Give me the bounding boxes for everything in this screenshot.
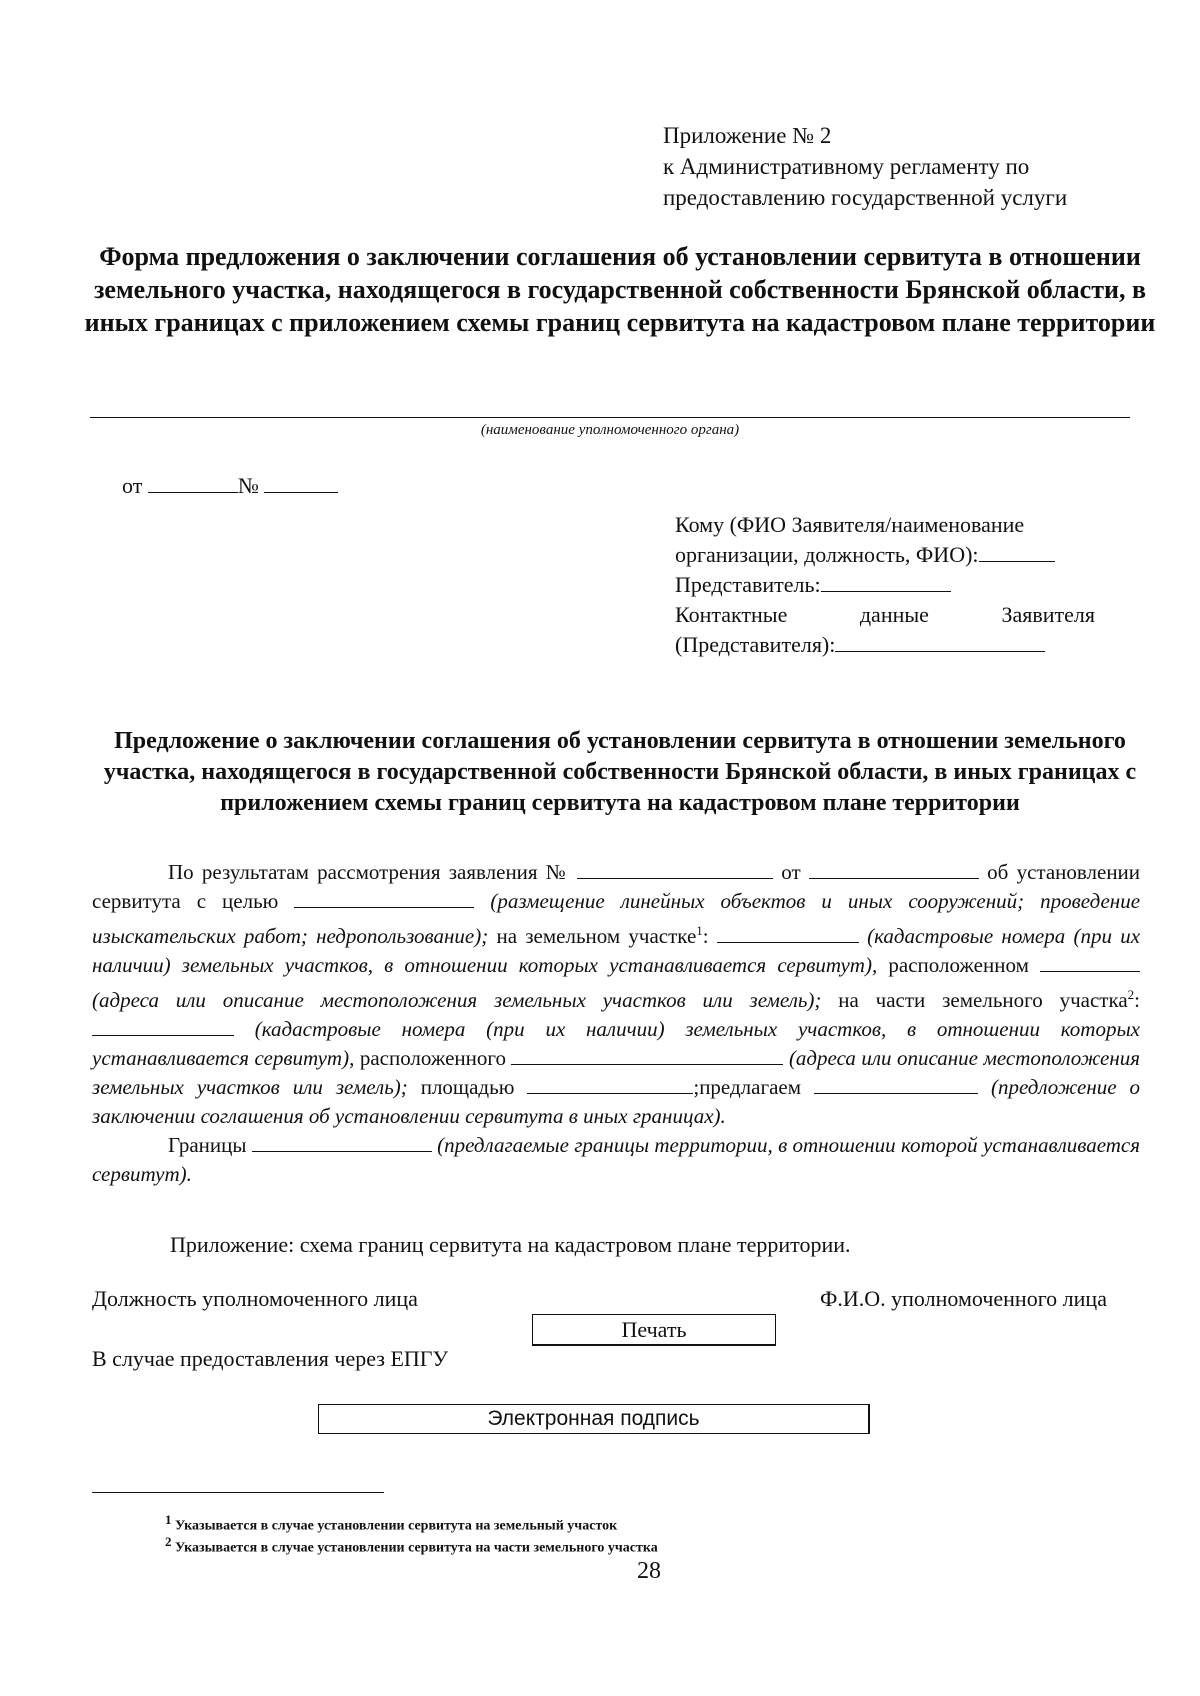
area-field[interactable]: [527, 1075, 693, 1094]
footnote-2: $^2$ Указывается в случае установлении сервитута на части земельного участка: [165, 1534, 658, 1556]
recipient-line-2: организации, должность, ФИО):: [675, 540, 1095, 570]
application-date-field[interactable]: [809, 860, 979, 879]
purpose-field[interactable]: [294, 889, 474, 908]
annex-line-3: предоставлению государственной услуги: [663, 185, 1068, 210]
recipient-line-1: Кому (ФИО Заявителя/наименование: [675, 512, 1025, 537]
annex-line-2: к Административному регламенту по: [663, 154, 1030, 179]
print-button[interactable]: Печать: [532, 1314, 776, 1346]
proposal-field[interactable]: [814, 1075, 978, 1094]
proposal-paragraph-1: По результатам рассмотрения заявления № от об установлении сервитута с целью (размещение линейных объектов и иных сооружений; проведение изыскательских работ; недропользование); на земельном участке$^1$: (кадастровые номера (при их наличии) земельных участков, в отношении которых устанавливается сервитут), расположенном (адреса или описание местоположения земельных участков или земель); на части земельного участка$^2$: (кадастровые номера (при их наличии) земельных участков, в отношении которых устанавливается сервитут), расположенного (адреса или описание местоположения земельных участков или земель); площадью ;предлагаем (предложение о заключении соглашения об установлении сервитута в иных границах).: [92, 860, 1141, 1128]
page-number: 28: [637, 1558, 661, 1584]
attachment-note: Приложение: схема границ сервитута на кадастровом плане территории.: [170, 1232, 851, 1257]
part-location-field[interactable]: [511, 1046, 783, 1065]
footnote-1: $^1$ Указывается в случае установлении сервитута на земельный участок: [165, 1512, 618, 1534]
annex-header: [663, 120, 1143, 213]
annex-line-1: Приложение № 2: [663, 123, 832, 148]
form-title: Форма предложения о заключении соглашения об установлении сервитута в отношении земельного участка, находящегося в государственной собственности Брянской области, в иных границах с приложением схемы границ сервитута на кадастровом плане территории: [84, 242, 1156, 337]
proposal-paragraph-2: Границы (предлагаемые границы территории, в отношении которой устанавливается сервитут).: [92, 1133, 1141, 1186]
number-label: №: [237, 473, 259, 498]
date-number-line: [122, 473, 338, 499]
date-field[interactable]: [148, 474, 238, 493]
authority-caption: (наименование уполномоченного органа): [480, 422, 740, 438]
authority-name-line[interactable]: [90, 417, 1130, 418]
proposal-body: [92, 858, 1140, 1189]
recipient-block: [675, 510, 1095, 660]
location-field[interactable]: [1040, 953, 1140, 972]
footnote-divider: [92, 1492, 384, 1493]
fio-label: Ф.И.О. уполномоченного лица: [820, 1286, 1107, 1311]
recipient-field[interactable]: [979, 543, 1055, 562]
recipient-line-3: Представитель:: [675, 570, 1095, 600]
epgu-label: В случае предоставления через ЕПГУ: [92, 1346, 449, 1371]
electronic-signature-button[interactable]: Электронная подпись: [318, 1404, 870, 1434]
recipient-line-4: Контактные данные Заявителя: [675, 602, 1095, 627]
proposal-title: Предложение о заключении соглашения об установлении сервитута в отношении земельного участка, находящегося в государственной собственности Брянской области, в иных границах с приложением схемы границ сервитута на кадастровом плане территории: [103, 728, 1137, 816]
boundaries-field[interactable]: [252, 1133, 432, 1152]
part-cadastral-field[interactable]: [92, 1017, 234, 1036]
cadastral-numbers-field[interactable]: [717, 924, 859, 943]
application-number-field[interactable]: [577, 860, 773, 879]
number-field[interactable]: [264, 474, 338, 493]
recipient-line-5: (Представителя):: [675, 630, 1095, 660]
from-label: от: [122, 473, 143, 498]
position-label: Должность уполномоченного лица: [92, 1286, 418, 1311]
contact-field[interactable]: [835, 633, 1045, 652]
representative-field[interactable]: [821, 573, 951, 592]
